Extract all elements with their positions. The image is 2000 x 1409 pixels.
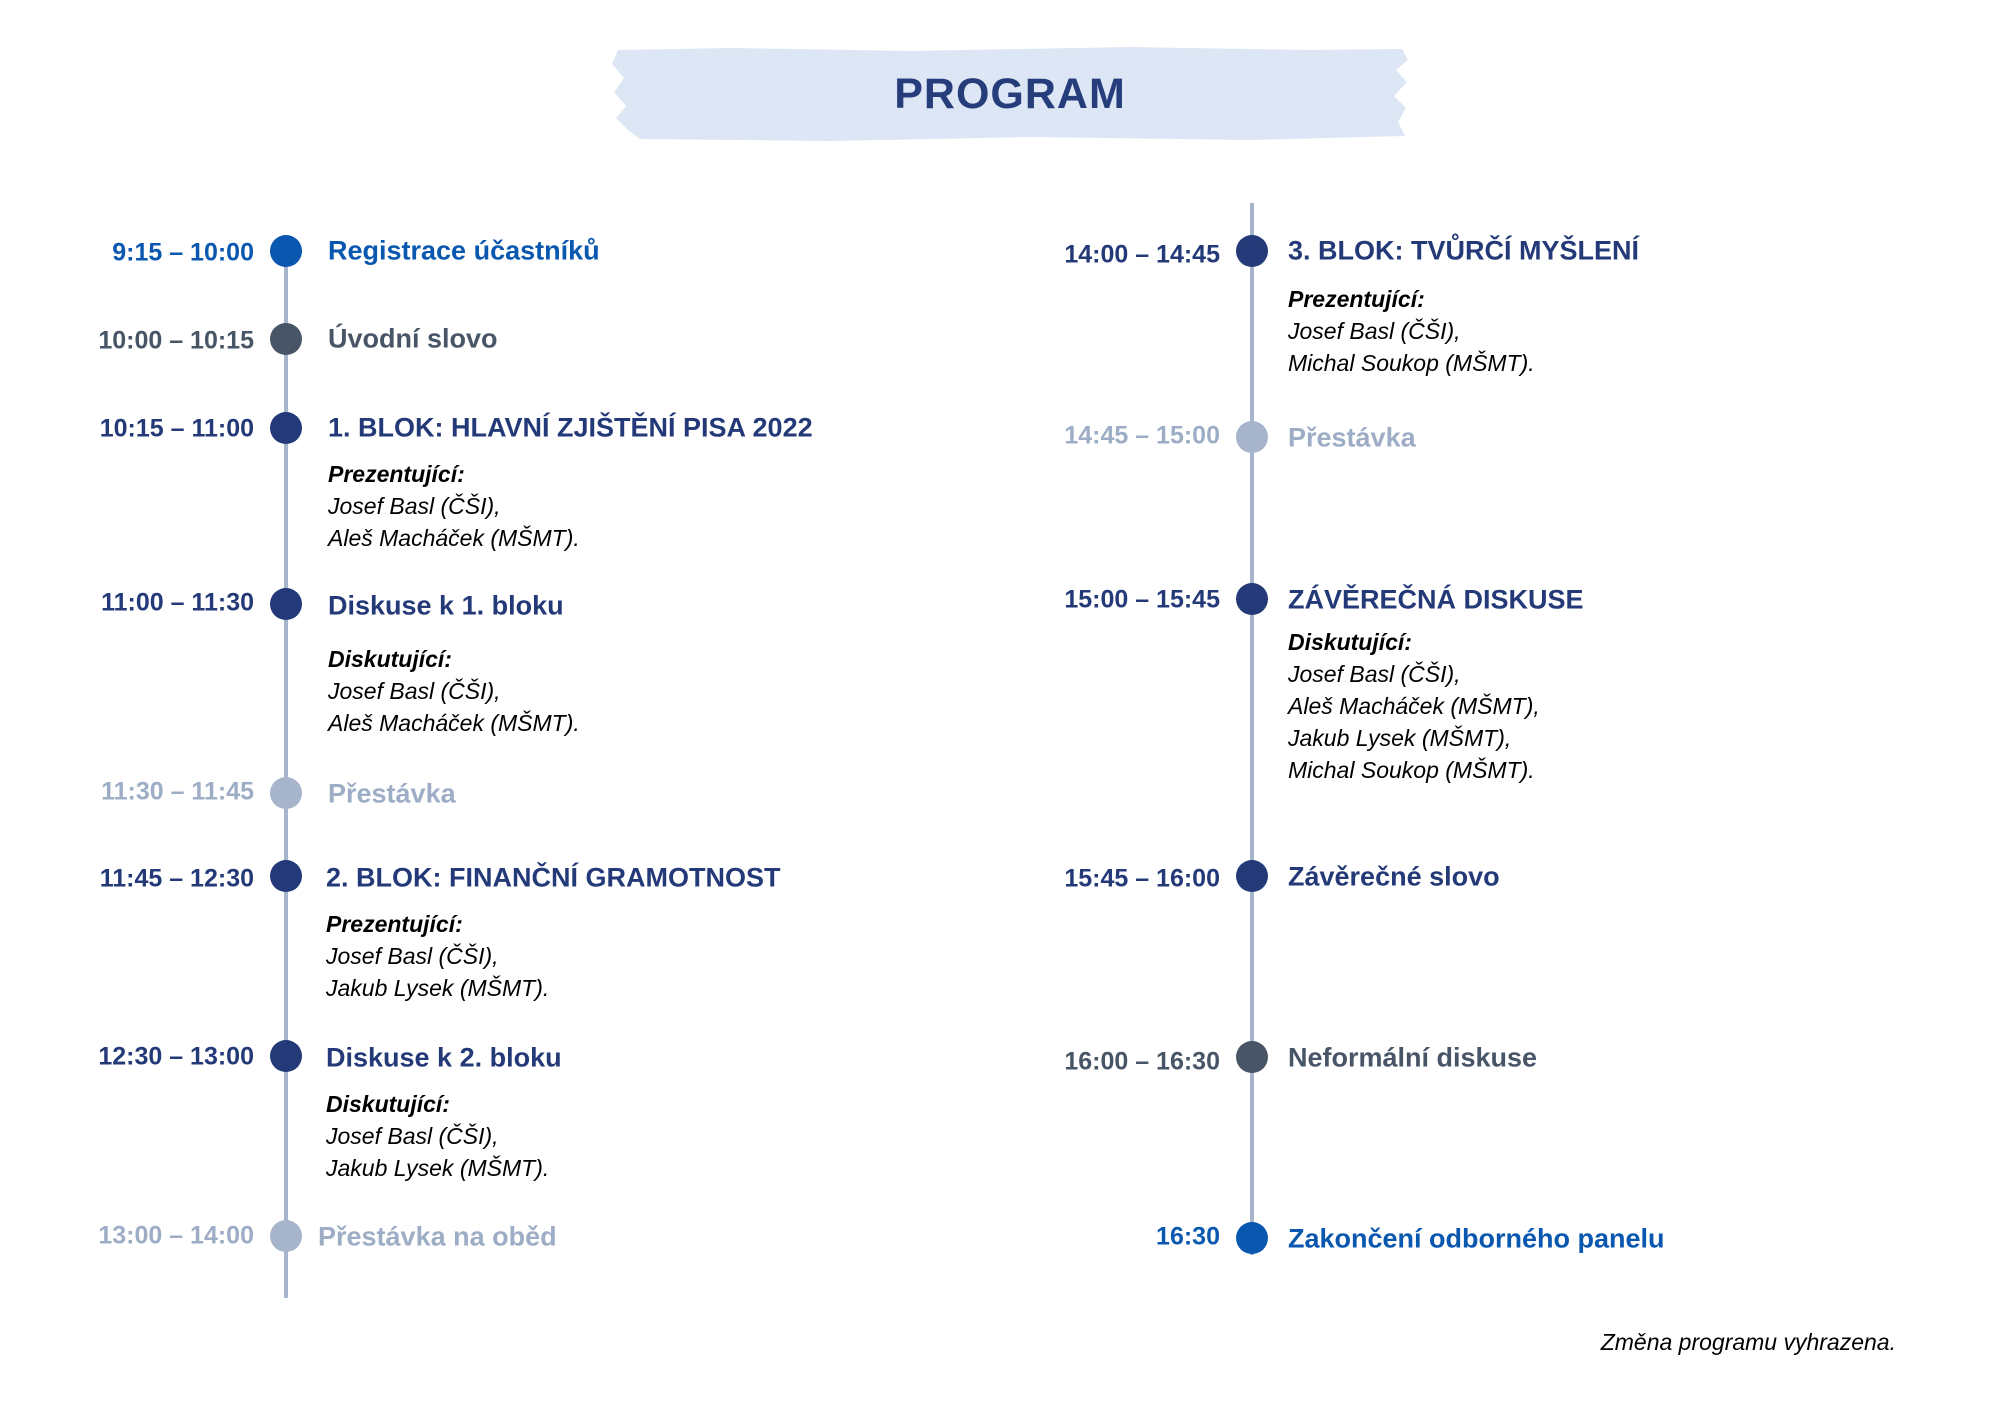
time-label: 11:45 – 12:30 [99, 864, 254, 893]
speakers-block [328, 458, 580, 554]
agenda-item-title: Neformální diskuse [1288, 1042, 1538, 1073]
timeline-dot [270, 1040, 302, 1072]
speaker-name: Josef Basl (ČŠI), [326, 943, 499, 969]
agenda-item-title: Závěrečné slovo [1288, 861, 1500, 892]
agenda-item-title: Přestávka na oběd [318, 1221, 557, 1252]
speakers-role: Prezentující: [1288, 286, 1425, 312]
time-label: 10:00 – 10:15 [98, 326, 254, 355]
footer-note: Změna programu vyhrazena. [1600, 1329, 1896, 1355]
speaker-name: Jakub Lysek (MŠMT). [326, 975, 550, 1001]
speaker-name: Michal Soukop (MŠMT). [1288, 757, 1535, 783]
timeline-line-right [1250, 203, 1254, 1255]
speaker-name: Jakub Lysek (MŠMT). [326, 1155, 550, 1181]
time-label: 11:30 – 11:45 [101, 777, 254, 806]
speaker-name: Aleš Macháček (MŠMT), [1288, 693, 1540, 719]
time-label: 16:00 – 16:30 [1064, 1047, 1220, 1076]
time-label: 13:00 – 14:00 [98, 1221, 254, 1250]
agenda-item-title: Zakončení odborného panelu [1288, 1223, 1665, 1254]
time-label: 12:30 – 13:00 [98, 1042, 254, 1071]
speakers-block [1288, 626, 1540, 786]
speakers-block [1288, 283, 1535, 379]
title-banner [610, 46, 1410, 142]
speakers-role: Diskutující: [326, 1091, 450, 1117]
timeline-dot [270, 777, 302, 809]
timeline-dot [1236, 1041, 1268, 1073]
time-label: 9:15 – 10:00 [112, 238, 254, 267]
time-label: 15:00 – 15:45 [1064, 585, 1220, 614]
time-label: 16:30 [1156, 1222, 1220, 1251]
speaker-name: Jakub Lysek (MŠMT), [1288, 725, 1512, 751]
timeline-dot [270, 860, 302, 892]
agenda-item-title: Registrace účastníků [328, 235, 600, 266]
timeline-dot [270, 323, 302, 355]
timeline-dot [1236, 860, 1268, 892]
speaker-name: Josef Basl (ČŠI), [1288, 318, 1461, 344]
time-label: 14:45 – 15:00 [1064, 421, 1220, 450]
agenda-item-title: ZÁVĚREČNÁ DISKUSE [1288, 584, 1584, 615]
timeline-dot [270, 588, 302, 620]
time-label: 14:00 – 14:45 [1064, 240, 1220, 269]
speakers-block [326, 908, 549, 1004]
agenda-item-title: Přestávka [1288, 422, 1416, 453]
speaker-name: Aleš Macháček (MŠMT). [328, 710, 580, 736]
timeline-dot [270, 1220, 302, 1252]
speakers-block [326, 1088, 549, 1184]
speakers-block [328, 643, 580, 739]
speakers-role: Diskutující: [1288, 629, 1412, 655]
agenda-item-title: 1. BLOK: HLAVNÍ ZJIŠTĚNÍ PISA 2022 [328, 412, 813, 443]
speaker-name: Josef Basl (ČŠI), [326, 1123, 499, 1149]
agenda-item-title: Diskuse k 1. bloku [328, 590, 564, 621]
agenda-item-title: Přestávka [328, 778, 456, 809]
agenda-item-title: 3. BLOK: TVŮRČÍ MYŠLENÍ [1288, 235, 1640, 266]
timeline-line-left [284, 252, 288, 1298]
time-label: 10:15 – 11:00 [99, 414, 254, 443]
timeline-dot [270, 235, 302, 267]
page-title: PROGRAM [894, 69, 1126, 118]
speaker-name: Josef Basl (ČŠI), [328, 678, 501, 704]
timeline-dot [1236, 235, 1268, 267]
speakers-role: Diskutující: [328, 646, 452, 672]
timeline-dot [270, 412, 302, 444]
timeline-dot [1236, 1222, 1268, 1254]
timeline-dot [1236, 583, 1268, 615]
time-label: 11:00 – 11:30 [101, 588, 254, 617]
speakers-role: Prezentující: [328, 461, 465, 487]
speaker-name: Josef Basl (ČŠI), [328, 493, 501, 519]
agenda-item-title: Úvodní slovo [328, 323, 498, 354]
agenda-item-title: Diskuse k 2. bloku [326, 1042, 562, 1073]
speaker-name: Josef Basl (ČŠI), [1288, 661, 1461, 687]
speaker-name: Aleš Macháček (MŠMT). [328, 525, 580, 551]
speakers-role: Prezentující: [326, 911, 463, 937]
agenda-item-title: 2. BLOK: FINANČNÍ GRAMOTNOST [326, 862, 781, 893]
time-label: 15:45 – 16:00 [1064, 864, 1220, 893]
timeline-dot [1236, 421, 1268, 453]
speaker-name: Michal Soukop (MŠMT). [1288, 350, 1535, 376]
